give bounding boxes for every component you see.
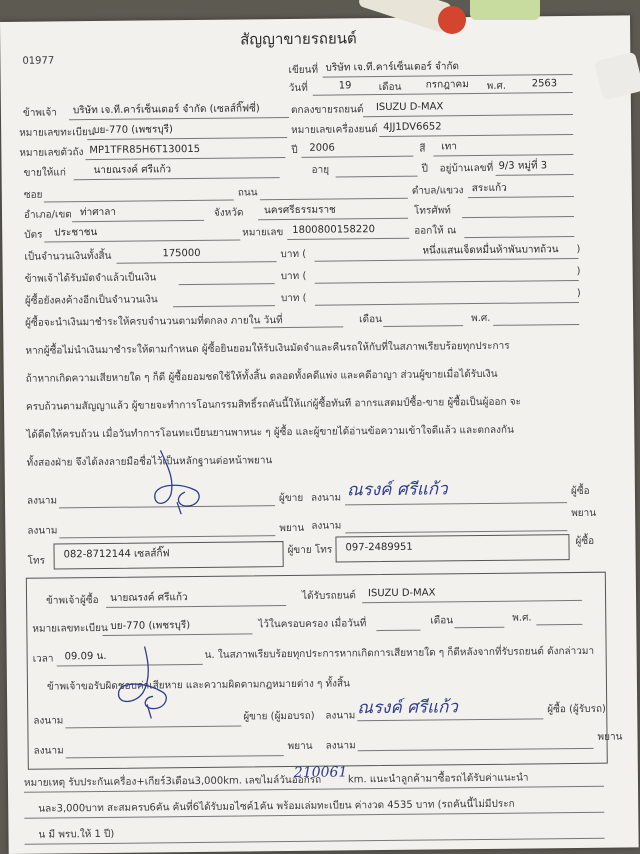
issued-line — [464, 236, 574, 238]
receipt-condition: น. ในสภาพเรียบร้อยทุกประการหากเกิดการเสียหายใด ๆ ก็ดีหลังจากที่รับรถยนต์ ดังกล่าวมา — [204, 645, 595, 661]
receipt-hold-label: ไว้ในครอบครอง เมื่อวันที่ — [258, 618, 367, 631]
buyer-role: ผู้ซื้อ — [570, 485, 590, 498]
amount-text-line — [315, 258, 579, 262]
buyer-signature: ณรงค์ ศรีแก้ว — [346, 479, 448, 501]
caryear-line — [301, 156, 413, 158]
province-label: จังหวัด — [213, 207, 244, 219]
receipt-recv-label: ข้าพเจ้าผู้ซื้อ — [46, 594, 99, 607]
remain-label: ผู้ซื้อยังคงค้างอีกเป็นจำนวนเงิน — [24, 294, 158, 307]
card-label: บัตร — [24, 229, 43, 241]
plate-value: บย-770 (เพชรบุรี) — [93, 124, 173, 137]
receipt-witness2-role: พยาน — [597, 731, 623, 743]
receipt-buyer-signature: ณรงค์ ศรีแก้ว — [357, 697, 459, 719]
buyer-tel-role: ผู้ซื้อ — [575, 535, 595, 548]
witness2-sign-line — [345, 530, 567, 533]
paragraph-4: ได้ตีดให้ครบถ้วน เมื่อวันทำการโอนทะเบียนยานพาหนะ ๆ ผู้ซื้อ และผู้ขายได้อ่านข้อความเข้าใจดีแล้ว และตกลงกัน — [26, 424, 514, 441]
address-label: อยู่บ้านเลขที่ — [439, 162, 494, 175]
amount-baht-label: บาท ( — [280, 248, 307, 261]
caryear-value: 2006 — [309, 142, 335, 154]
address-line — [496, 174, 574, 176]
pay-month-label: เดือน — [359, 314, 382, 326]
car-line — [363, 114, 573, 117]
province-line — [258, 218, 408, 221]
receipt-car: ISUZU D-MAX — [367, 587, 436, 600]
color-line — [433, 154, 573, 156]
color-label: สี — [419, 143, 426, 155]
green-object — [470, 0, 540, 20]
seller-tel-value: 082-8712144 เซลส์กิ๊ฟ — [63, 548, 170, 561]
province-value: นครศรีธรรมราช — [263, 204, 336, 217]
soi-line — [44, 200, 234, 203]
district-label: อำเภอ/เขต — [23, 209, 72, 221]
buyer-label: ขายให้แก่ — [23, 167, 66, 179]
receipt-receive-role: ผู้ซื้อ (ผู้รับรถ) — [547, 703, 606, 716]
issued-label: ออกให้ ณ — [414, 225, 457, 237]
place-label: เขียนที่ — [288, 64, 319, 76]
deposit-line — [179, 283, 275, 285]
remain-close-paren: ) — [576, 287, 581, 299]
receipt-deliver-role: ผู้ขาย (ผู้มอบรถ) — [243, 710, 315, 723]
receipt-got-label: ได้รับรถยนต์ — [301, 590, 356, 602]
pay-year-line — [493, 324, 579, 326]
age-year-label: ปี — [421, 163, 428, 175]
red-cap — [438, 6, 466, 34]
card-value: ประชาชน — [54, 226, 98, 239]
idno-label: หมายเลข — [242, 227, 284, 239]
receipt-year-label: พ.ศ. — [512, 612, 532, 624]
month-value: กรกฎาคม — [425, 79, 469, 91]
owner-label: ข้าพเจ้า — [22, 107, 57, 119]
soi-label: ซอย — [23, 189, 43, 201]
owner-line — [69, 117, 289, 120]
receipt-receive-sign-label: ลงนาม — [325, 710, 356, 722]
district-value: ท่าศาลา — [79, 206, 116, 219]
phone-line — [462, 216, 574, 218]
phone-label: โทรศัพท์ — [413, 205, 451, 217]
note-line-1a: หมายเหตุ รับประกันเครื่อง+เกียร์3เดือน3,000km. เลขไมล์วันออกรถ — [23, 774, 322, 789]
pay-day-line — [253, 326, 343, 328]
contract-paper — [0, 15, 639, 854]
note-line-2: นละ3,000บาท สะสมครบ6คัน คันที่6ได้รับมอไซค์1คัน พร้อมเล่มทะเบียน ค่างวด 4535 บาท (รถคันนี้ไม่มีประก — [38, 798, 515, 815]
amount-line — [117, 261, 277, 264]
chassis-line — [85, 157, 285, 160]
deposit-baht-label: บาท ( — [280, 270, 307, 283]
seller-signature — [144, 444, 215, 521]
caryear-label: ปี — [291, 144, 298, 156]
receipt-time: 09.09 น. — [64, 650, 107, 663]
receipt-month-label: เดือน — [430, 615, 454, 627]
color-value: เทา — [441, 141, 458, 153]
receipt-plate: บย-770 (เพชรบุรี) — [110, 620, 191, 632]
place-value: บริษัท เจ.ที.คาร์เซ็นเตอร์ จำกัด — [325, 61, 460, 74]
witness1-sign-line — [59, 535, 275, 538]
amount-label: เป็นจำนวนเงินทั้งสิ้น — [24, 250, 112, 263]
seller-tel-label: โทร — [27, 555, 46, 567]
paragraph-2: ถ้าหากเกิดความเสียหายใด ๆ ก็ดี ผู้ซื้อยอมชดใช้ให้ทั้งสิ้น ตลอดทั้งคดีแพ่ง และคดีอาญา ส่วนผู้ขายเมื่อได้รับเงิน — [25, 368, 498, 385]
subdistrict-line — [468, 196, 574, 198]
engine-label: หมายเลขเครื่องยนต์ — [291, 124, 378, 136]
witness2-sign-label: ลงนาม — [311, 520, 342, 532]
receipt-plate-label: หมายเลขทะเบียน — [32, 622, 108, 635]
remain-text-line — [315, 302, 579, 306]
amount-text: หนึ่งแสนเจ็ดหมื่นห้าพันบาทถ้วน — [422, 244, 559, 257]
amount-value: 175000 — [162, 247, 201, 260]
buyer-line — [74, 177, 280, 180]
deposit-label: ข้าพเจ้าได้รับมัดจำแล้วเป็นเงิน — [24, 272, 157, 285]
idno-value: 1800800158220 — [292, 224, 375, 236]
paragraph-1: หากผู้ซื้อไม่นำเงินมาชำระให้ตามกำหนด ผู้ซื้อยินยอมให้รับเงินมัดจำและคืนรถให้กับที่ในสภาพเรียบร้อยทุกประการ — [25, 340, 510, 357]
note-mileage: 210061 — [293, 764, 348, 781]
buyer-tel-value: 097-2489951 — [345, 541, 413, 554]
car-value: ISUZU D-MAX — [375, 101, 444, 114]
pay-year-label: พ.ศ. — [471, 312, 491, 325]
road-line — [260, 198, 408, 201]
buyer-value: นายณรงค์ ศรีแก้ว — [93, 164, 172, 177]
seller-sign-label: ลงนาม — [26, 495, 58, 507]
paragraph-5: ทั้งสองฝ่าย จึงได้ลงลายมือชื่อไว้เป็นหลักฐานต่อหน้าพยาน — [26, 455, 273, 469]
note-line-1b: km. แนะนำลูกค้ามาซื้อรถได้รับค่าแนะนำ — [347, 772, 529, 786]
document-title: สัญญาขายรถยนต์ — [240, 29, 357, 49]
engine-value: 4JJ1DV6652 — [383, 121, 442, 133]
age-line — [336, 176, 418, 178]
subdistrict-value: สระแก้ว — [471, 182, 507, 195]
road-label: ถนน — [237, 187, 258, 199]
plate-label: หมายเลขทะเบียน — [19, 127, 95, 139]
chassis-label: หมายเลขตัวถัง — [19, 147, 84, 159]
pay-month-line — [383, 325, 463, 327]
witness1-role: พยาน — [279, 522, 305, 535]
receipt-witness2-sign-label: ลงนาม — [325, 740, 356, 752]
year-label: พ.ศ. — [486, 80, 507, 92]
note-line-3: น มี พรบ.ให้ 1 ปี) — [38, 828, 115, 841]
day-value: 19 — [338, 80, 352, 92]
document-number: 01977 — [22, 55, 55, 67]
seller-role: ผู้ขาย — [278, 492, 304, 505]
seller-tel-role: ผู้ขาย โทร — [287, 544, 333, 557]
remain-line — [173, 305, 275, 307]
buyer-sign-label: ลงนาม — [310, 492, 342, 504]
year-value: 2563 — [531, 78, 558, 90]
date-line — [313, 92, 573, 96]
deposit-close-paren: ) — [576, 265, 581, 277]
witness2-role: พยาน — [571, 507, 597, 520]
date-label: วันที่ — [288, 82, 308, 94]
paper-scrap — [594, 52, 640, 101]
pay-label: ผู้ซื้อจะนำเงินมาชำระให้ครบจำนวนตามที่ตกลง ภายใน วันที่ — [25, 315, 283, 329]
engine-line — [379, 134, 573, 137]
age-label: อายุ — [311, 164, 330, 176]
receipt-responsibility: ข้าพเจ้าขอรับผิดชอบค่าเสียหาย และความผิดตามกฎหมายต่าง ๆ ทั้งสิ้น — [46, 678, 351, 693]
receipt-witness1-sign-label: ลงนาม — [33, 745, 64, 757]
month-label: เดือน — [378, 81, 402, 94]
deliverer-signature — [101, 642, 182, 723]
idno-line — [287, 238, 409, 240]
receipt-recv-name: นายณรงค์ ศรีแก้ว — [109, 592, 188, 604]
amount-close-paren: ) — [576, 243, 581, 255]
card-line — [44, 239, 240, 242]
address-value: 9/3 หมู่ที่ 3 — [498, 160, 548, 172]
remain-baht-label: บาท ( — [280, 292, 307, 305]
owner-value: บริษัท เจ.ที.คาร์เซ็นเตอร์ จำกัด (เซลส์กิ๊ฟซี่) — [72, 103, 260, 117]
chassis-value: MP1TFR85H6T130015 — [89, 143, 201, 157]
receipt-time-label: เวลา — [32, 653, 54, 665]
plate-line — [87, 137, 287, 140]
car-label: ตกลงขายรถยนต์ — [290, 104, 364, 116]
place-line — [323, 74, 573, 78]
witness1-sign-label: ลงนาม — [27, 525, 58, 537]
paragraph-3: ครบถ้วนตามสัญญาแล้ว ผู้ขายจะทำการโอนกรรมสิทธิ์รถคันนี้ให้แก่ผู้ซื้อทันที อากรแสตมป์ซื้อ-ขาย ผู้ซื้อเป็นผู้ออก จะ — [25, 396, 521, 413]
receipt-witness1-role: พยาน — [287, 740, 313, 753]
receipt-deliver-sign-label: ลงนาม — [33, 715, 64, 727]
subdistrict-label: ตำบล/แขวง — [411, 185, 464, 197]
district-line — [72, 220, 204, 222]
deposit-text-line — [315, 280, 579, 284]
